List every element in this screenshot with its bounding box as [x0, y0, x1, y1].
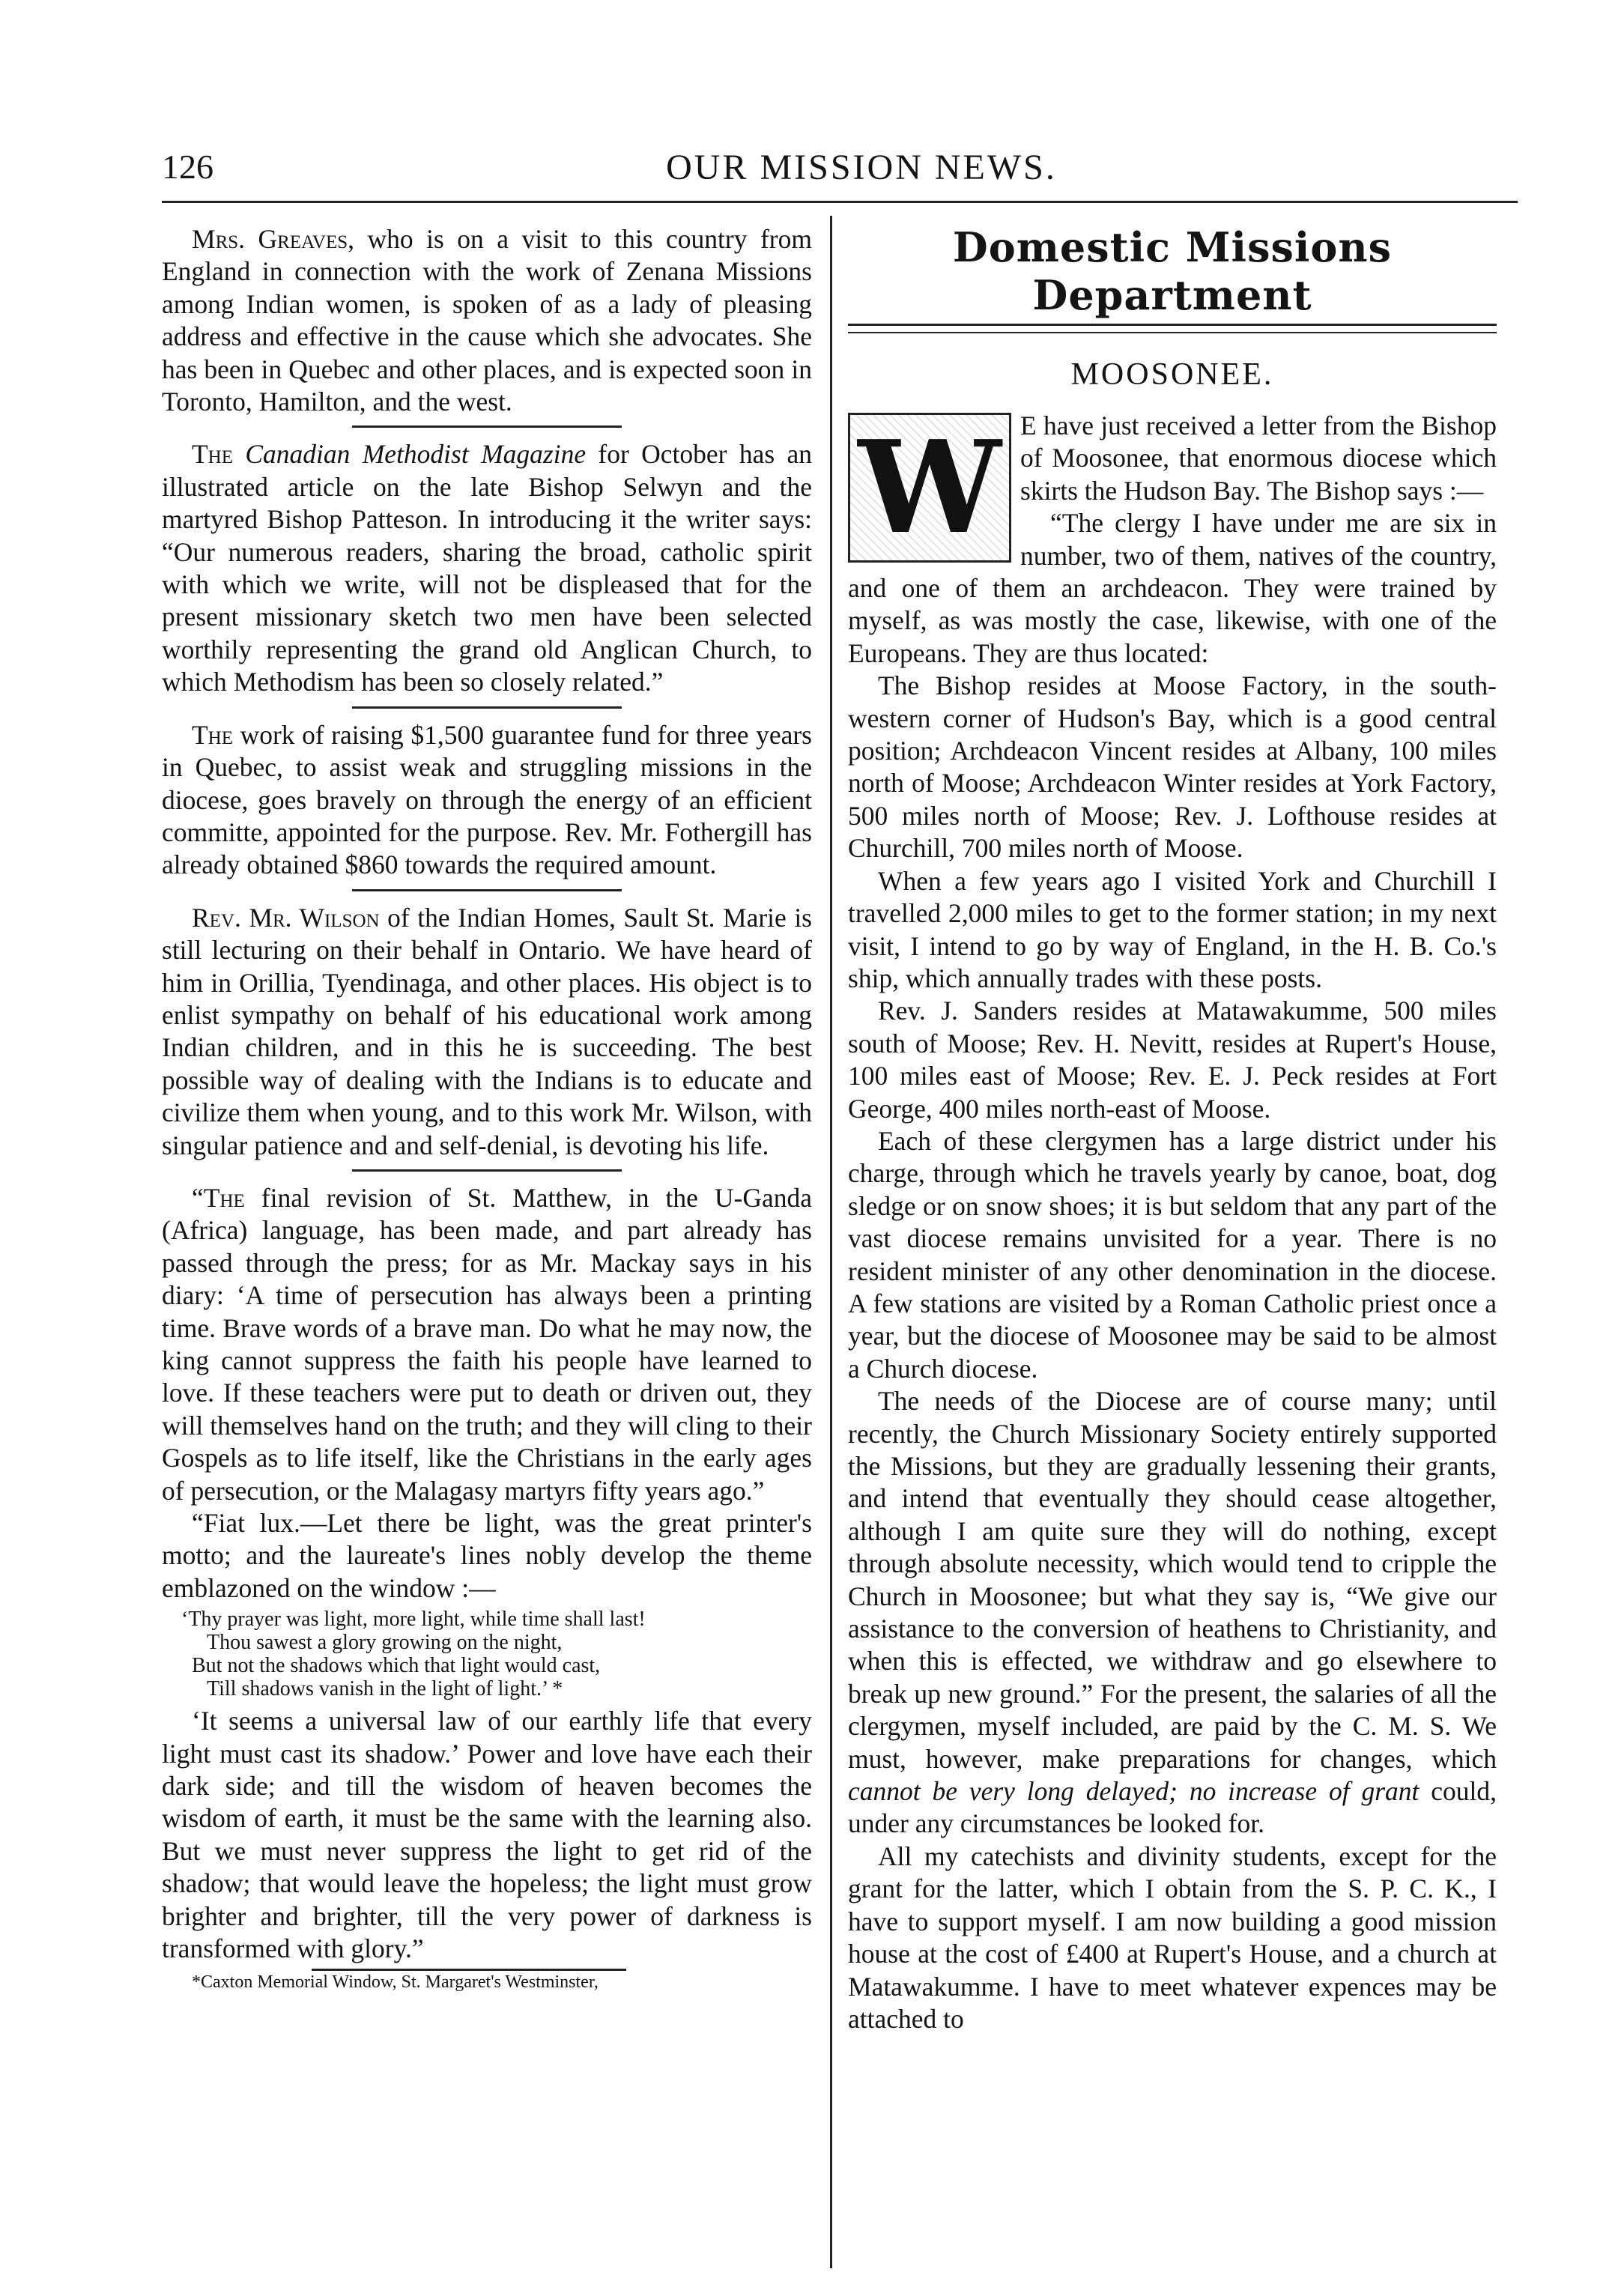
travel-paragraph: When a few years ago I visited York and Churchill I travelled 2,000 miles to get to the former station; in my next visit, I intend to go by way of England, in the H. B. Co.'s ship, which annually trades with these posts.: [848, 865, 1497, 993]
poem-line: Till shadows vanish in the light of light.’ *: [207, 1677, 563, 1701]
drop-cap-block: [848, 413, 1011, 563]
revision-paragraph: “The final revision of St. Matthew, in the U-Ganda (Africa) language, has been made, and part already has passed through the press; for as Mr. Mackay says in his diary: ‘A time of persecution has always been a printing time. Brave words of a brave man. Do what he may now, the king cannot suppress the faith his people have learned to love. If these teachers were put to death or driven out, they will themselves hand on the truth; and they will cling to their Gospels as to life itself, like the Christians in the early ages of persecution, or the Malagasy martyrs fifty years ago.”: [162, 1182, 812, 1506]
footnote: *Caxton Memorial Window, St. Margaret's Westminster,: [192, 1972, 599, 1992]
districts-paragraph: Each of these clergymen has a large district under his charge, through which he travels yearly by canoe, boat, dog sledge or on snow shoes; it is but seldom that any part of the vast diocese remains unvisited for a year. There is no resident minister of any other denomination in the diocese. A few stations are visited by a Roman Catholic priest once a year, but the diocese of Moosonee may be said to be almost a Church diocese.: [848, 1125, 1497, 1384]
needs-paragraph: The needs of the Diocese are of course many; until recently, the Church Missionary Society entirely supported the Missions, but they are gradually lessening their grants, and intend that eventually they should cease altogether, although I am quite sure they will do nothing, except through absolute necessity, which would tend to cripple the Church in Moosonee; but what they say is, “We give our assistance to the conversion of heathens to Christianity, and when this is effected, we withdraw and go elsewhere to break up new ground.” For the present, the salaries of all the clergymen, myself included, are paid by the C. M. S. We must, however, make preparations for changes, which cannot be very long delayed; no increase of grant could, under any circumstances be looked for.: [848, 1386, 1497, 1839]
separator: [352, 1169, 622, 1172]
separator: [352, 706, 622, 709]
missions-paragraph: Rev. J. Sanders resides at Matawakumme, 500 miles south of Moose; Rev. H. Nevitt, resides at Rupert's House, 100 miles east of Moose; Rev. E. J. Peck resides at Fort George, 400 miles north-east of Moose.: [848, 996, 1497, 1124]
drop-cap: W: [848, 413, 1011, 563]
left-column: [162, 223, 812, 1993]
poem-quote: [162, 1608, 812, 1700]
header-rule: [162, 201, 1518, 203]
magazine-paragraph: The Canadian Methodist Magazine for October has an illustrated article on the late Bishop Selwyn and the martyred Bishop Patteson. In introducing it the writer says: “Our numerous readers, sharing the broad, catholic spirit with which we write, will not be displeased that for the present missionary sketch two men have been selected worthily representing the grand old Anglican Church, to which Methodism has been so closely related.”: [162, 439, 813, 697]
wilson-paragraph: Rev. Mr. Wilson of the Indian Homes, Sault St. Marie is still lecturing on their behalf in Ontario. We have heard of him in Orillia, Tyendinaga, and other places. His object is to enlist sympathy on behalf of his educational work among Indian children, and in this he is succeeding. The best possible way of dealing with the Indians is to educate and civilize them when young, and to this work Mr. Wilson, with singular patience and and self-denial, is devoting his life.: [162, 902, 812, 1160]
fiat-lux-paragraph: “Fiat lux.—Let there be light, was the great printer's motto; and the laureate's lines nobly develop the theme emblazoned on the window :—: [162, 1508, 812, 1603]
clergy-paragraph: “The clergy I have under me are six in number, two of them, natives of the country, and one of them an archdeacon. They were trained by myself, as was mostly the case, likewise, with one of the Europeans. They are thus located:: [848, 508, 1497, 668]
poem-line: But not the shadows which that light would cast,: [192, 1654, 601, 1678]
column-divider: [830, 216, 832, 2268]
guarantee-fund-paragraph: The work of raising $1,500 guarantee fund for three years in Quebec, to assist weak and struggling missions in the diocese, goes bravely on through the energy of an efficient committe, appointed for the purpose. Rev. Mr. Fothergill has already obtained $860 towards the required amount.: [162, 719, 812, 880]
shadow-paragraph: ‘It seems a universal law of our earthly life that every light must cast its shadow.’ Power and love have each their dark side; and till the wisdom of heaven becomes the wisdom of earth, it must be the same with the learning also. But we must never suppress the light to get rid of the shadow; that would leave the hopeless; the light must grow brighter and brighter, till the very power of darkness is transformed with glory.”: [162, 1706, 812, 1964]
catechists-paragraph: All my catechists and divinity students, except for the grant for the latter, which I obtain from the S. P. C. K., I have to support myself. I am now building a good mission house at the cost of £400 at Rupert's House, and a church at Matawakumme. I have to meet whatever expences may be attached to: [848, 1841, 1497, 2034]
section-title: MOOSONEE.: [1070, 357, 1274, 392]
separator: [352, 889, 622, 891]
title-double-rule: [848, 324, 1497, 333]
separator: [352, 425, 622, 428]
locations-paragraph: The Bishop resides at Moose Factory, in the south-western corner of Hudson's Bay, which is a good central position; Archdeacon Vincent resides at Albany, 100 miles north of Moose; Archdeacon Winter resides at York Factory, 500 miles north of Moose; Rev. J. Lofthouse resides at Churchill, 700 miles north of Moose.: [848, 670, 1497, 864]
poem-line: Thou sawest a glory growing on the night,: [207, 1631, 563, 1655]
right-column: [848, 223, 1497, 2035]
running-title: OUR MISSION NEWS.: [666, 148, 1057, 187]
greaves-paragraph: Mrs. Greaves, who is on a visit to this country from England in connection with the work of Zenana Missions among Indian women, is spoken of as a lady of pleasing address and effective in the cause which she advocates. She has been in Quebec and other places, and is expected soon in Toronto, Hamilton, and the west.: [162, 224, 812, 417]
page-number: 126: [162, 148, 213, 186]
poem-line: ‘Thy prayer was light, more light, while time shall last!: [181, 1608, 646, 1632]
moosonee-intro: E have just received a letter from the Bishop of Moosonee, that enormous diocese which skirts the Hudson Bay. The Bishop says :—: [1020, 411, 1497, 506]
department-title: Domestic Missions Department: [952, 223, 1393, 319]
